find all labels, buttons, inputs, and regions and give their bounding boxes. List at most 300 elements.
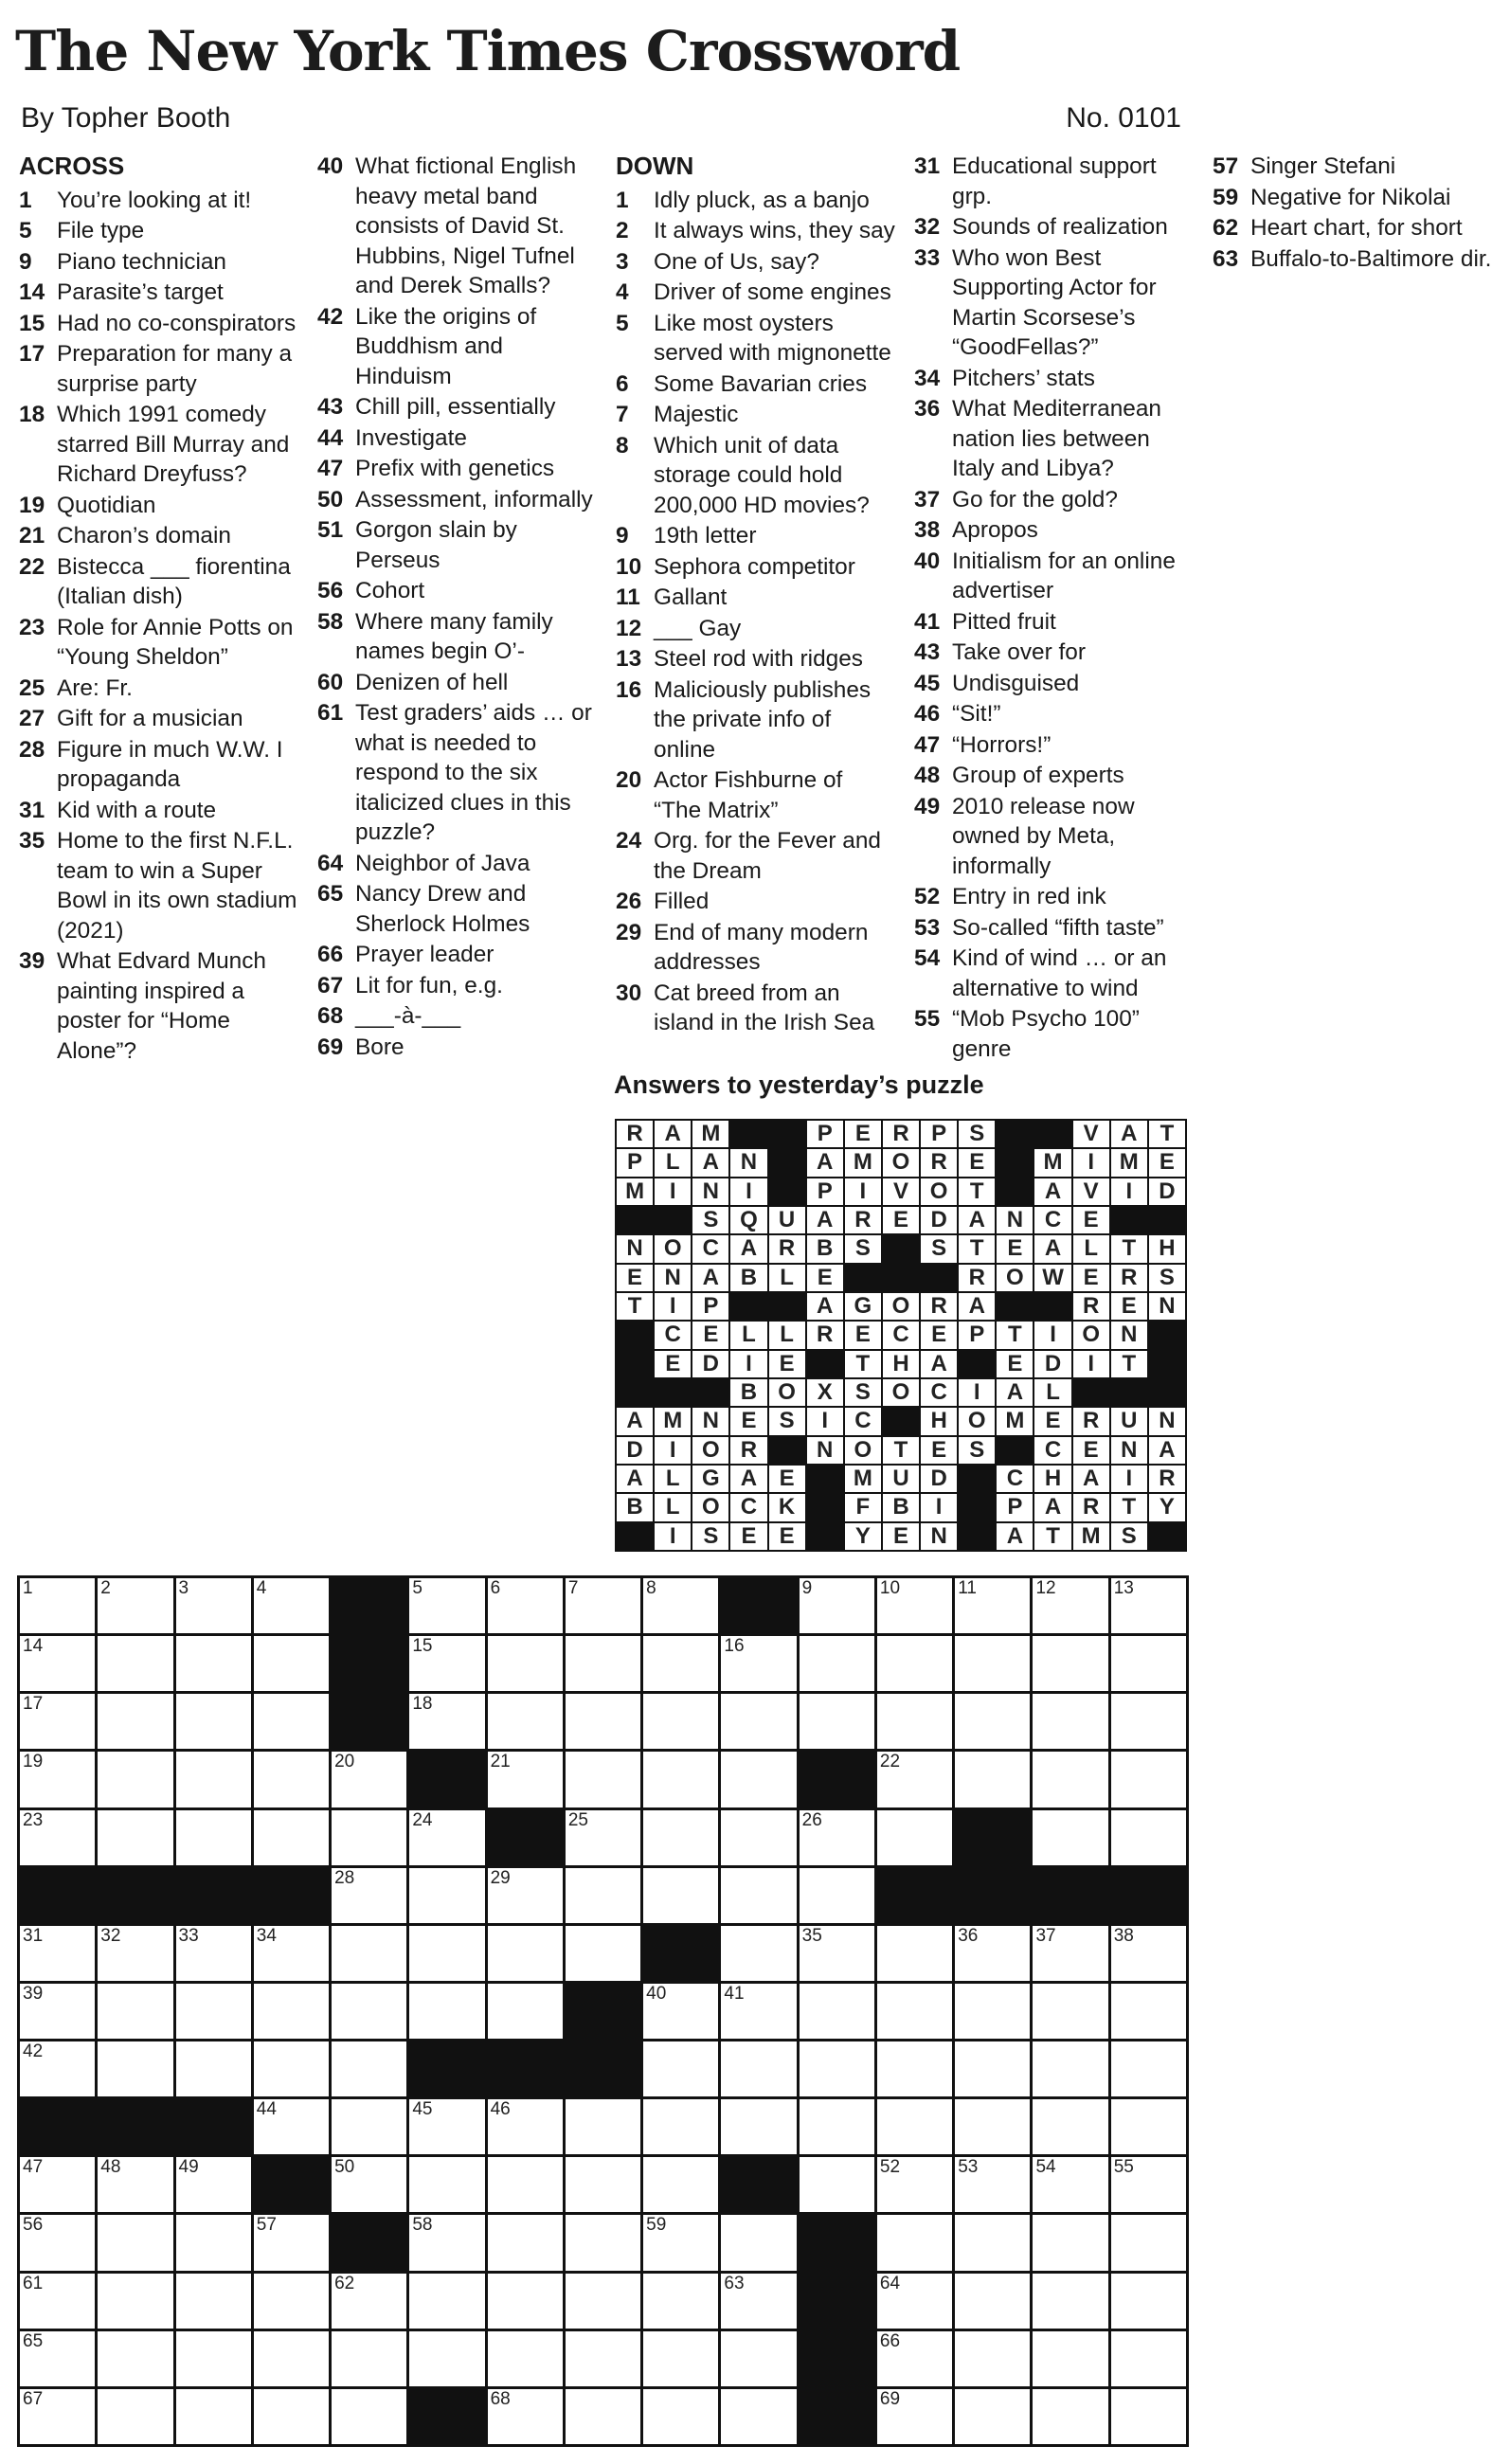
answer-letter-cell: S [959,1121,995,1147]
grid-cell[interactable] [721,1810,796,1865]
answer-black-cell [997,1149,1033,1176]
answer-letter-cell: I [807,1408,843,1434]
grid-cell[interactable] [955,1636,1030,1691]
down-clue [914,792,1194,882]
grid-cell[interactable] [800,1868,874,1923]
grid-cell[interactable] [877,2157,952,2212]
clue-number: 9 [616,523,629,549]
clue-text: End of many modern addresses [654,919,869,975]
grid-cell[interactable] [20,1984,95,2039]
down-clue [616,400,895,430]
grid-cell[interactable] [1111,2215,1186,2270]
grid-cell[interactable] [721,1926,796,1981]
grid-cell[interactable] [877,2215,952,2270]
answer-letter-cell: S [921,1235,957,1262]
grid-cell[interactable] [254,1694,329,1749]
grid-cell[interactable] [566,1810,640,1865]
grid-cell[interactable] [1033,1810,1107,1865]
grid-cell[interactable] [176,2157,251,2212]
grid-cell[interactable] [566,1926,640,1981]
grid-cell[interactable] [254,1636,329,1691]
grid-cell[interactable] [566,2157,640,2212]
clue-text: Gorgon slain by Perseus [355,517,517,573]
grid-cell[interactable] [721,1636,796,1691]
grid-cell[interactable] [721,1752,796,1807]
grid-cell[interactable] [20,1926,95,1981]
grid-cell[interactable] [566,2389,640,2444]
cell-number: 4 [256,1578,267,1598]
grid-cell[interactable] [877,1984,952,2039]
grid-cell[interactable] [955,2389,1030,2444]
answer-letter-cell: A [959,1207,995,1233]
grid-cell[interactable] [98,2331,172,2386]
answer-letter-cell: E [769,1351,805,1377]
answer-letter-cell: A [807,1293,843,1320]
grid-cell[interactable] [566,1578,640,1633]
grid-cell[interactable] [488,2274,563,2329]
grid-cell[interactable] [1033,1752,1107,1807]
grid-cell[interactable] [254,1926,329,1981]
grid-cell[interactable] [409,2215,484,2270]
clue-text: Pitchers’ stats [952,365,1095,391]
grid-black-cell [332,1636,406,1691]
grid-cell[interactable] [176,2041,251,2096]
grid-black-cell [643,1926,718,1981]
clue-text: Lit for fun, e.g. [355,972,503,998]
grid-cell[interactable] [877,2274,952,2329]
grid-cell[interactable] [20,2331,95,2386]
grid-cell[interactable] [955,1578,1030,1633]
grid-cell[interactable] [1033,2157,1107,2212]
grid-cell[interactable] [1111,2099,1186,2154]
clue-number: 5 [19,218,32,243]
grid-cell[interactable] [332,2274,406,2329]
grid-cell[interactable] [176,2389,251,2444]
grid-cell[interactable] [1111,1752,1186,1807]
grid-cell[interactable] [1033,2099,1107,2154]
grid-cell[interactable] [488,2157,563,2212]
across-clue [19,278,298,308]
grid-cell[interactable] [1111,1984,1186,2039]
grid-cell[interactable] [643,1984,718,2039]
clue-number: 38 [914,517,941,543]
grid-cell[interactable] [1033,1636,1107,1691]
answer-black-cell [1149,1351,1185,1377]
grid-cell[interactable] [488,1926,563,1981]
answer-letter-cell: N [692,1408,728,1434]
grid-cell[interactable] [1111,1578,1186,1633]
answer-black-cell [997,1437,1033,1464]
grid-cell[interactable] [332,2389,406,2444]
clue-columns [19,152,1492,1080]
across-clue [19,946,298,1066]
grid-cell[interactable] [1111,1926,1186,1981]
grid-cell[interactable] [1111,2157,1186,2212]
grid-cell[interactable] [488,1868,563,1923]
grid-cell[interactable] [488,1752,563,1807]
grid-cell[interactable] [800,1810,874,1865]
answer-black-cell [997,1293,1033,1320]
clue-text: Some Bavarian cries [654,370,868,397]
grid-cell[interactable] [643,1694,718,1749]
grid-cell[interactable] [488,2099,563,2154]
grid-cell[interactable] [332,1752,406,1807]
clue-text: Educational support grp. [952,153,1157,209]
answer-letter-cell: E [617,1265,653,1291]
grid-cell[interactable] [566,1636,640,1691]
grid-cell[interactable] [800,1578,874,1633]
clue-number: 54 [914,945,941,971]
grid-cell[interactable] [409,2274,484,2329]
grid-cell[interactable] [955,1926,1030,1981]
grid-cell[interactable] [1033,1926,1107,1981]
cell-number: 26 [801,1809,822,1830]
grid-cell[interactable] [1033,2331,1107,2386]
grid-cell[interactable] [98,2389,172,2444]
clue-number: 44 [317,424,344,451]
grid-cell[interactable] [1033,2389,1107,2444]
clue-number: 66 [317,942,344,967]
grid-cell[interactable] [98,1694,172,1749]
grid-cell[interactable] [254,1752,329,1807]
grid-cell[interactable] [98,2041,172,2096]
grid-black-cell [721,1578,796,1633]
grid-cell[interactable] [176,1752,251,1807]
grid-cell[interactable] [643,1810,718,1865]
answer-letter-cell: E [692,1322,728,1348]
grid-cell[interactable] [721,2099,796,2154]
answer-letter-cell: A [1034,1178,1070,1205]
grid-cell[interactable] [332,2331,406,2386]
cell-number: 59 [646,2215,667,2236]
grid-cell[interactable] [176,1578,251,1633]
grid-cell[interactable] [1111,1694,1186,1749]
grid-cell[interactable] [98,1926,172,1981]
grid-cell[interactable] [1111,1810,1186,1865]
grid-cell[interactable] [877,1578,952,1633]
grid-cell[interactable] [800,2099,874,2154]
grid-cell[interactable] [409,1868,484,1923]
grid-cell[interactable] [643,2215,718,2270]
answer-letter-cell: E [959,1149,995,1176]
answer-black-cell [617,1379,653,1406]
grid-cell[interactable] [254,2389,329,2444]
grid-cell[interactable] [20,1694,95,1749]
grid-cell[interactable] [98,1810,172,1865]
grid-cell[interactable] [643,2157,718,2212]
grid-cell[interactable] [409,2331,484,2386]
grid-cell[interactable] [98,1984,172,2039]
grid-cell[interactable] [176,1984,251,2039]
grid-cell[interactable] [877,2331,952,2386]
grid-cell[interactable] [20,1636,95,1691]
grid-cell[interactable] [643,2389,718,2444]
answer-letter-cell: I [655,1178,691,1205]
grid-cell[interactable] [643,1868,718,1923]
clue-number: 65 [317,881,344,907]
answer-letter-cell: E [807,1265,843,1291]
cell-number: 12 [1035,1578,1056,1598]
clue-number: 58 [317,608,344,635]
grid-cell[interactable] [332,1810,406,1865]
cell-number: 8 [646,1578,656,1598]
answer-letter-cell: N [1149,1293,1185,1320]
grid-cell[interactable] [488,1694,563,1749]
grid-cell[interactable] [877,1926,952,1981]
grid-cell[interactable] [1033,2215,1107,2270]
grid-cell[interactable] [254,1578,329,1633]
grid-cell[interactable] [332,1984,406,2039]
grid-cell[interactable] [488,1578,563,1633]
grid-cell[interactable] [955,2215,1030,2270]
grid-cell[interactable] [721,1868,796,1923]
clue-number: 47 [914,731,941,758]
grid-cell[interactable] [877,1694,952,1749]
answer-letter-cell: R [921,1149,957,1176]
answer-letter-cell: H [1149,1235,1185,1262]
across-clue [19,309,298,339]
grid-cell[interactable] [721,2274,796,2329]
grid-black-cell [98,2099,172,2154]
cell-number: 38 [1113,1925,1134,1946]
grid-cell[interactable] [409,1694,484,1749]
grid-cell[interactable] [877,1636,952,1691]
grid-cell[interactable] [332,1926,406,1981]
grid-cell[interactable] [643,2331,718,2386]
grid-cell[interactable] [98,1636,172,1691]
grid-cell[interactable] [643,1752,718,1807]
across-clue [19,247,298,278]
grid-cell[interactable] [332,1868,406,1923]
grid-cell[interactable] [877,1810,952,1865]
grid-cell[interactable] [254,2099,329,2154]
grid-cell[interactable] [643,2041,718,2096]
cell-number: 21 [490,1752,511,1772]
grid-cell[interactable] [643,1636,718,1691]
answer-black-cell [883,1265,919,1291]
clue-text: Who won Best Supporting Actor for Martin Scorsese’s “GoodFellas?” [952,244,1157,360]
clue-text: Idly pluck, as a banjo [654,187,870,213]
grid-cell[interactable] [721,2389,796,2444]
cell-number: 44 [256,2099,277,2120]
crossword-grid[interactable] [17,1575,1189,2447]
grid-cell[interactable] [176,1636,251,1691]
clue-number: 20 [616,767,642,793]
grid-cell[interactable] [800,1926,874,1981]
grid-black-cell [254,2157,329,2212]
clue-number: 34 [914,365,941,391]
clue-number: 52 [914,884,941,909]
grid-cell[interactable] [566,1868,640,1923]
answer-letter-cell: N [807,1437,843,1464]
grid-cell[interactable] [409,1810,484,1865]
grid-cell[interactable] [409,1578,484,1633]
grid-cell[interactable] [20,1578,95,1633]
grid-black-cell [254,1868,329,1923]
grid-cell[interactable] [877,2389,952,2444]
grid-cell[interactable] [1033,1694,1107,1749]
answer-letter-cell: E [769,1466,805,1492]
grid-cell[interactable] [643,2099,718,2154]
grid-cell[interactable] [409,2157,484,2212]
grid-cell[interactable] [409,1984,484,2039]
grid-cell[interactable] [176,2215,251,2270]
grid-cell[interactable] [488,1984,563,2039]
grid-cell[interactable] [20,2274,95,2329]
answer-black-cell [769,1293,805,1320]
grid-cell[interactable] [488,1636,563,1691]
grid-cell[interactable] [955,2331,1030,2386]
grid-cell[interactable] [20,1752,95,1807]
grid-cell[interactable] [20,2389,95,2444]
grid-cell[interactable] [955,1752,1030,1807]
grid-cell[interactable] [332,2041,406,2096]
grid-cell[interactable] [20,2215,95,2270]
grid-cell[interactable] [643,1578,718,1633]
clue-number: 47 [317,456,344,481]
grid-cell[interactable] [254,2331,329,2386]
grid-cell[interactable] [176,1810,251,1865]
answer-letter-cell: S [769,1408,805,1434]
answer-letter-cell: T [845,1351,881,1377]
grid-cell[interactable] [1033,2274,1107,2329]
grid-cell[interactable] [98,1752,172,1807]
grid-cell[interactable] [176,1926,251,1981]
cell-number: 54 [1035,2157,1056,2178]
grid-cell[interactable] [176,1694,251,1749]
grid-black-cell [800,2215,874,2270]
grid-cell[interactable] [332,2157,406,2212]
grid-cell[interactable] [721,2215,796,2270]
grid-cell[interactable] [721,2041,796,2096]
grid-cell[interactable] [98,2157,172,2212]
clue-text: Home to the first N.F.L. team to win a Super Bowl in its own stadium (2021) [57,828,297,944]
grid-cell[interactable] [800,1984,874,2039]
grid-cell[interactable] [877,2099,952,2154]
grid-cell[interactable] [721,1984,796,2039]
grid-cell[interactable] [800,2041,874,2096]
down-clue [616,765,895,825]
answer-letter-cell: N [617,1235,653,1262]
grid-cell[interactable] [1033,1984,1107,2039]
answer-letter-cell: R [921,1293,957,1320]
grid-cell[interactable] [566,1752,640,1807]
grid-cell[interactable] [721,1694,796,1749]
cell-number: 23 [23,1809,44,1830]
grid-cell[interactable] [566,2331,640,2386]
grid-cell[interactable] [254,1984,329,2039]
grid-cell[interactable] [800,1694,874,1749]
grid-cell[interactable] [332,2099,406,2154]
grid-cell[interactable] [254,2274,329,2329]
grid-cell[interactable] [955,1984,1030,2039]
grid-cell[interactable] [955,2274,1030,2329]
answer-letter-cell: E [997,1351,1033,1377]
down-clue [616,521,895,551]
grid-cell[interactable] [20,2041,95,2096]
answer-letter-cell: R [769,1235,805,1262]
grid-black-cell [409,1752,484,1807]
grid-cell[interactable] [1111,2274,1186,2329]
grid-cell[interactable] [1111,1636,1186,1691]
grid-cell[interactable] [721,2331,796,2386]
grid-cell[interactable] [409,2099,484,2154]
grid-cell[interactable] [488,2215,563,2270]
grid-cell[interactable] [409,1926,484,1981]
clue-text: What Mediterranean nation lies between Italy and Libya? [952,396,1161,481]
across-clue [317,698,597,848]
grid-cell[interactable] [955,2157,1030,2212]
clue-text: Role for Annie Potts on “Young Sheldon” [57,614,294,670]
grid-cell[interactable] [800,2157,874,2212]
grid-cell[interactable] [409,1636,484,1691]
grid-cell[interactable] [20,1810,95,1865]
grid-cell[interactable] [254,2215,329,2270]
clue-text: Actor Fishburne of “The Matrix” [654,767,843,823]
grid-cell[interactable] [1111,2331,1186,2386]
grid-cell[interactable] [955,2099,1030,2154]
grid-cell[interactable] [800,1636,874,1691]
grid-cell[interactable] [955,2041,1030,2096]
grid-cell[interactable] [98,2215,172,2270]
grid-cell[interactable] [98,1578,172,1633]
clue-text: Figure in much W.W. I propaganda [57,736,283,792]
answer-letter-cell: A [959,1293,995,1320]
grid-cell[interactable] [566,2099,640,2154]
grid-cell[interactable] [254,2041,329,2096]
grid-cell[interactable] [1111,2041,1186,2096]
grid-cell[interactable] [1033,2041,1107,2096]
clue-number: 37 [914,486,941,513]
cell-number: 35 [801,1925,822,1946]
answer-black-cell [769,1178,805,1205]
answer-black-cell [845,1265,881,1291]
cell-number: 50 [334,2157,355,2178]
grid-cell[interactable] [877,1752,952,1807]
answer-letter-cell: A [730,1235,766,1262]
answer-black-cell [655,1379,691,1406]
answer-letter-cell: N [692,1178,728,1205]
answer-letter-cell: T [1111,1351,1147,1377]
grid-cell[interactable] [20,2157,95,2212]
clue-number: 18 [19,402,45,427]
grid-cell[interactable] [566,2274,640,2329]
across-clue [317,515,597,575]
grid-cell[interactable] [1111,2389,1186,2444]
answer-letter-cell: N [730,1149,766,1176]
grid-cell[interactable] [877,2041,952,2096]
down-clue [616,369,895,400]
grid-cell[interactable] [643,2274,718,2329]
clue-number: 56 [317,578,344,603]
grid-cell[interactable] [176,2274,251,2329]
grid-black-cell [488,2041,563,2096]
grid-cell[interactable] [566,1694,640,1749]
grid-cell[interactable] [488,2331,563,2386]
grid-cell[interactable] [955,1694,1030,1749]
clue-text: “Horrors!” [952,731,1052,758]
grid-cell[interactable] [98,2274,172,2329]
clue-number: 57 [1213,153,1239,179]
grid-cell[interactable] [566,2215,640,2270]
clue-text: Charon’s domain [57,523,231,549]
grid-cell[interactable] [488,2389,563,2444]
answer-letter-cell: I [655,1437,691,1464]
grid-cell[interactable] [176,2331,251,2386]
across-clue [317,392,597,423]
grid-cell[interactable] [254,1810,329,1865]
grid-cell[interactable] [1033,1578,1107,1633]
